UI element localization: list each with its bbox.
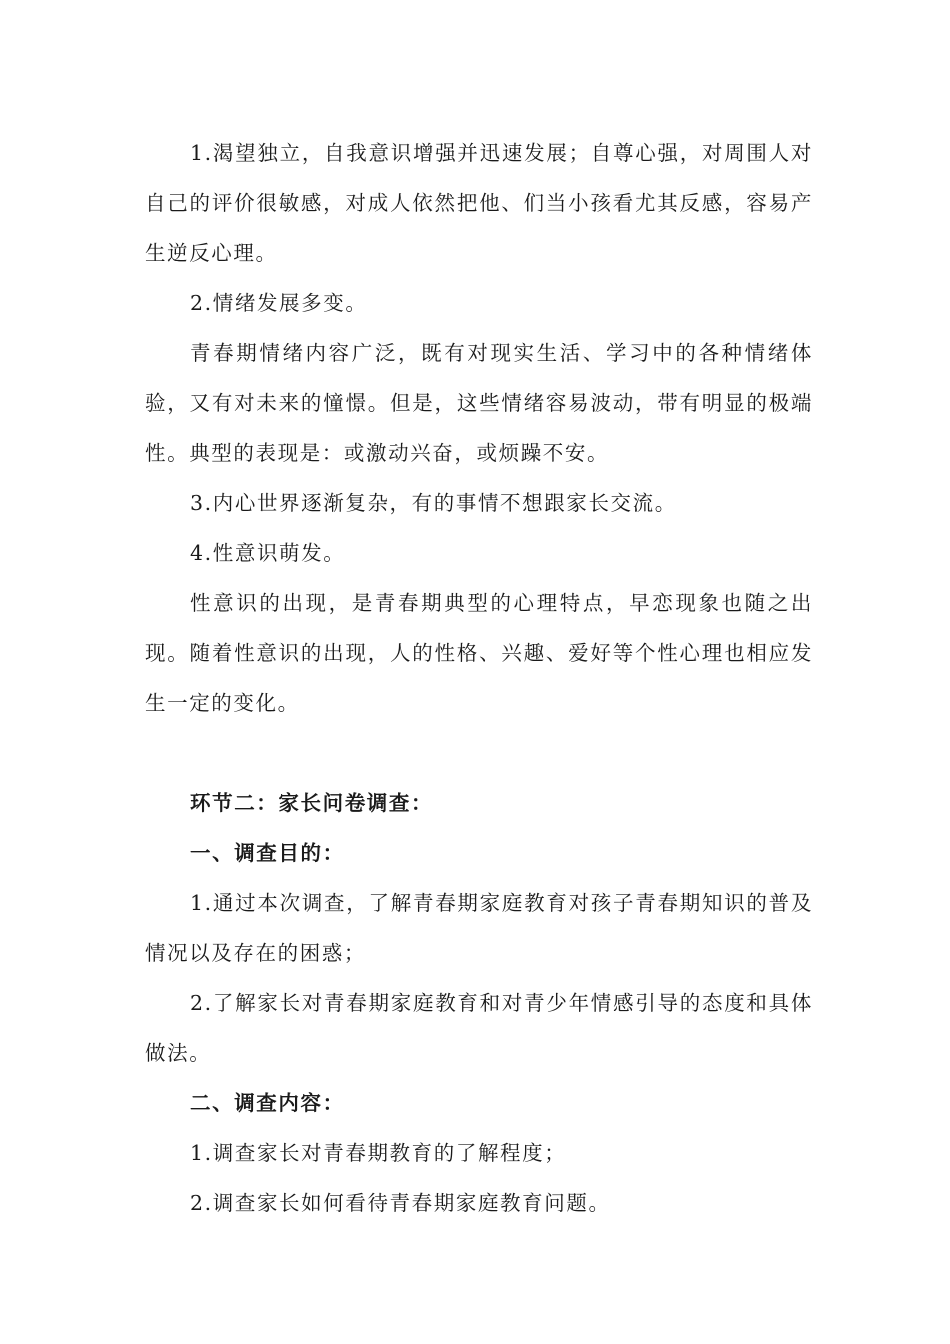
paragraph-content-2: 2.调查家长如何看待青春期家庭教育问题。: [190, 1191, 611, 1215]
paragraph-sex-awareness-detail: 性意识的出现，是青春期典型的心理特点，早恋现象也随之出现。随着性意识的出现，人的性格、兴趣、爱好等个性心理也相应发生一定的变化。: [145, 591, 813, 715]
section-heading-survey: 环节二：家长问卷调查：: [190, 791, 434, 815]
paragraph-content-1: 1.调查家长对青春期教育的了解程度；: [190, 1141, 567, 1165]
subheading-content: 二、调查内容：: [190, 1091, 345, 1115]
subheading-purpose: 一、调查目的：: [190, 841, 345, 865]
document-body: [145, 128, 813, 1228]
paragraph-emotion-detail: 青春期情绪内容广泛，既有对现实生活、学习中的各种情绪体验，又有对未来的憧憬。但是，这些情绪容易波动，带有明显的极端性。典型的表现是：或激动兴奋，或烦躁不安。: [145, 341, 813, 465]
paragraph-sex-awareness-heading: 4.性意识萌发。: [190, 541, 346, 565]
paragraph-emotion-heading: 2.情绪发展多变。: [190, 291, 368, 315]
paragraph-independence: 1.渴望独立，自我意识增强并迅速发展；自尊心强，对周围人对自己的评价很敏感，对成人依然把他、们当小孩看尤其反感，容易产生逆反心理。: [145, 141, 813, 265]
paragraph-purpose-2: 2.了解家长对青春期家庭教育和对青少年情感引导的态度和具体做法。: [145, 991, 813, 1065]
section-spacer: [145, 728, 813, 778]
paragraph-inner-world: 3.内心世界逐渐复杂，有的事情不想跟家长交流。: [190, 491, 677, 515]
paragraph-purpose-1: 1.通过本次调查，了解青春期家庭教育对孩子青春期知识的普及情况以及存在的困惑；: [145, 891, 813, 965]
